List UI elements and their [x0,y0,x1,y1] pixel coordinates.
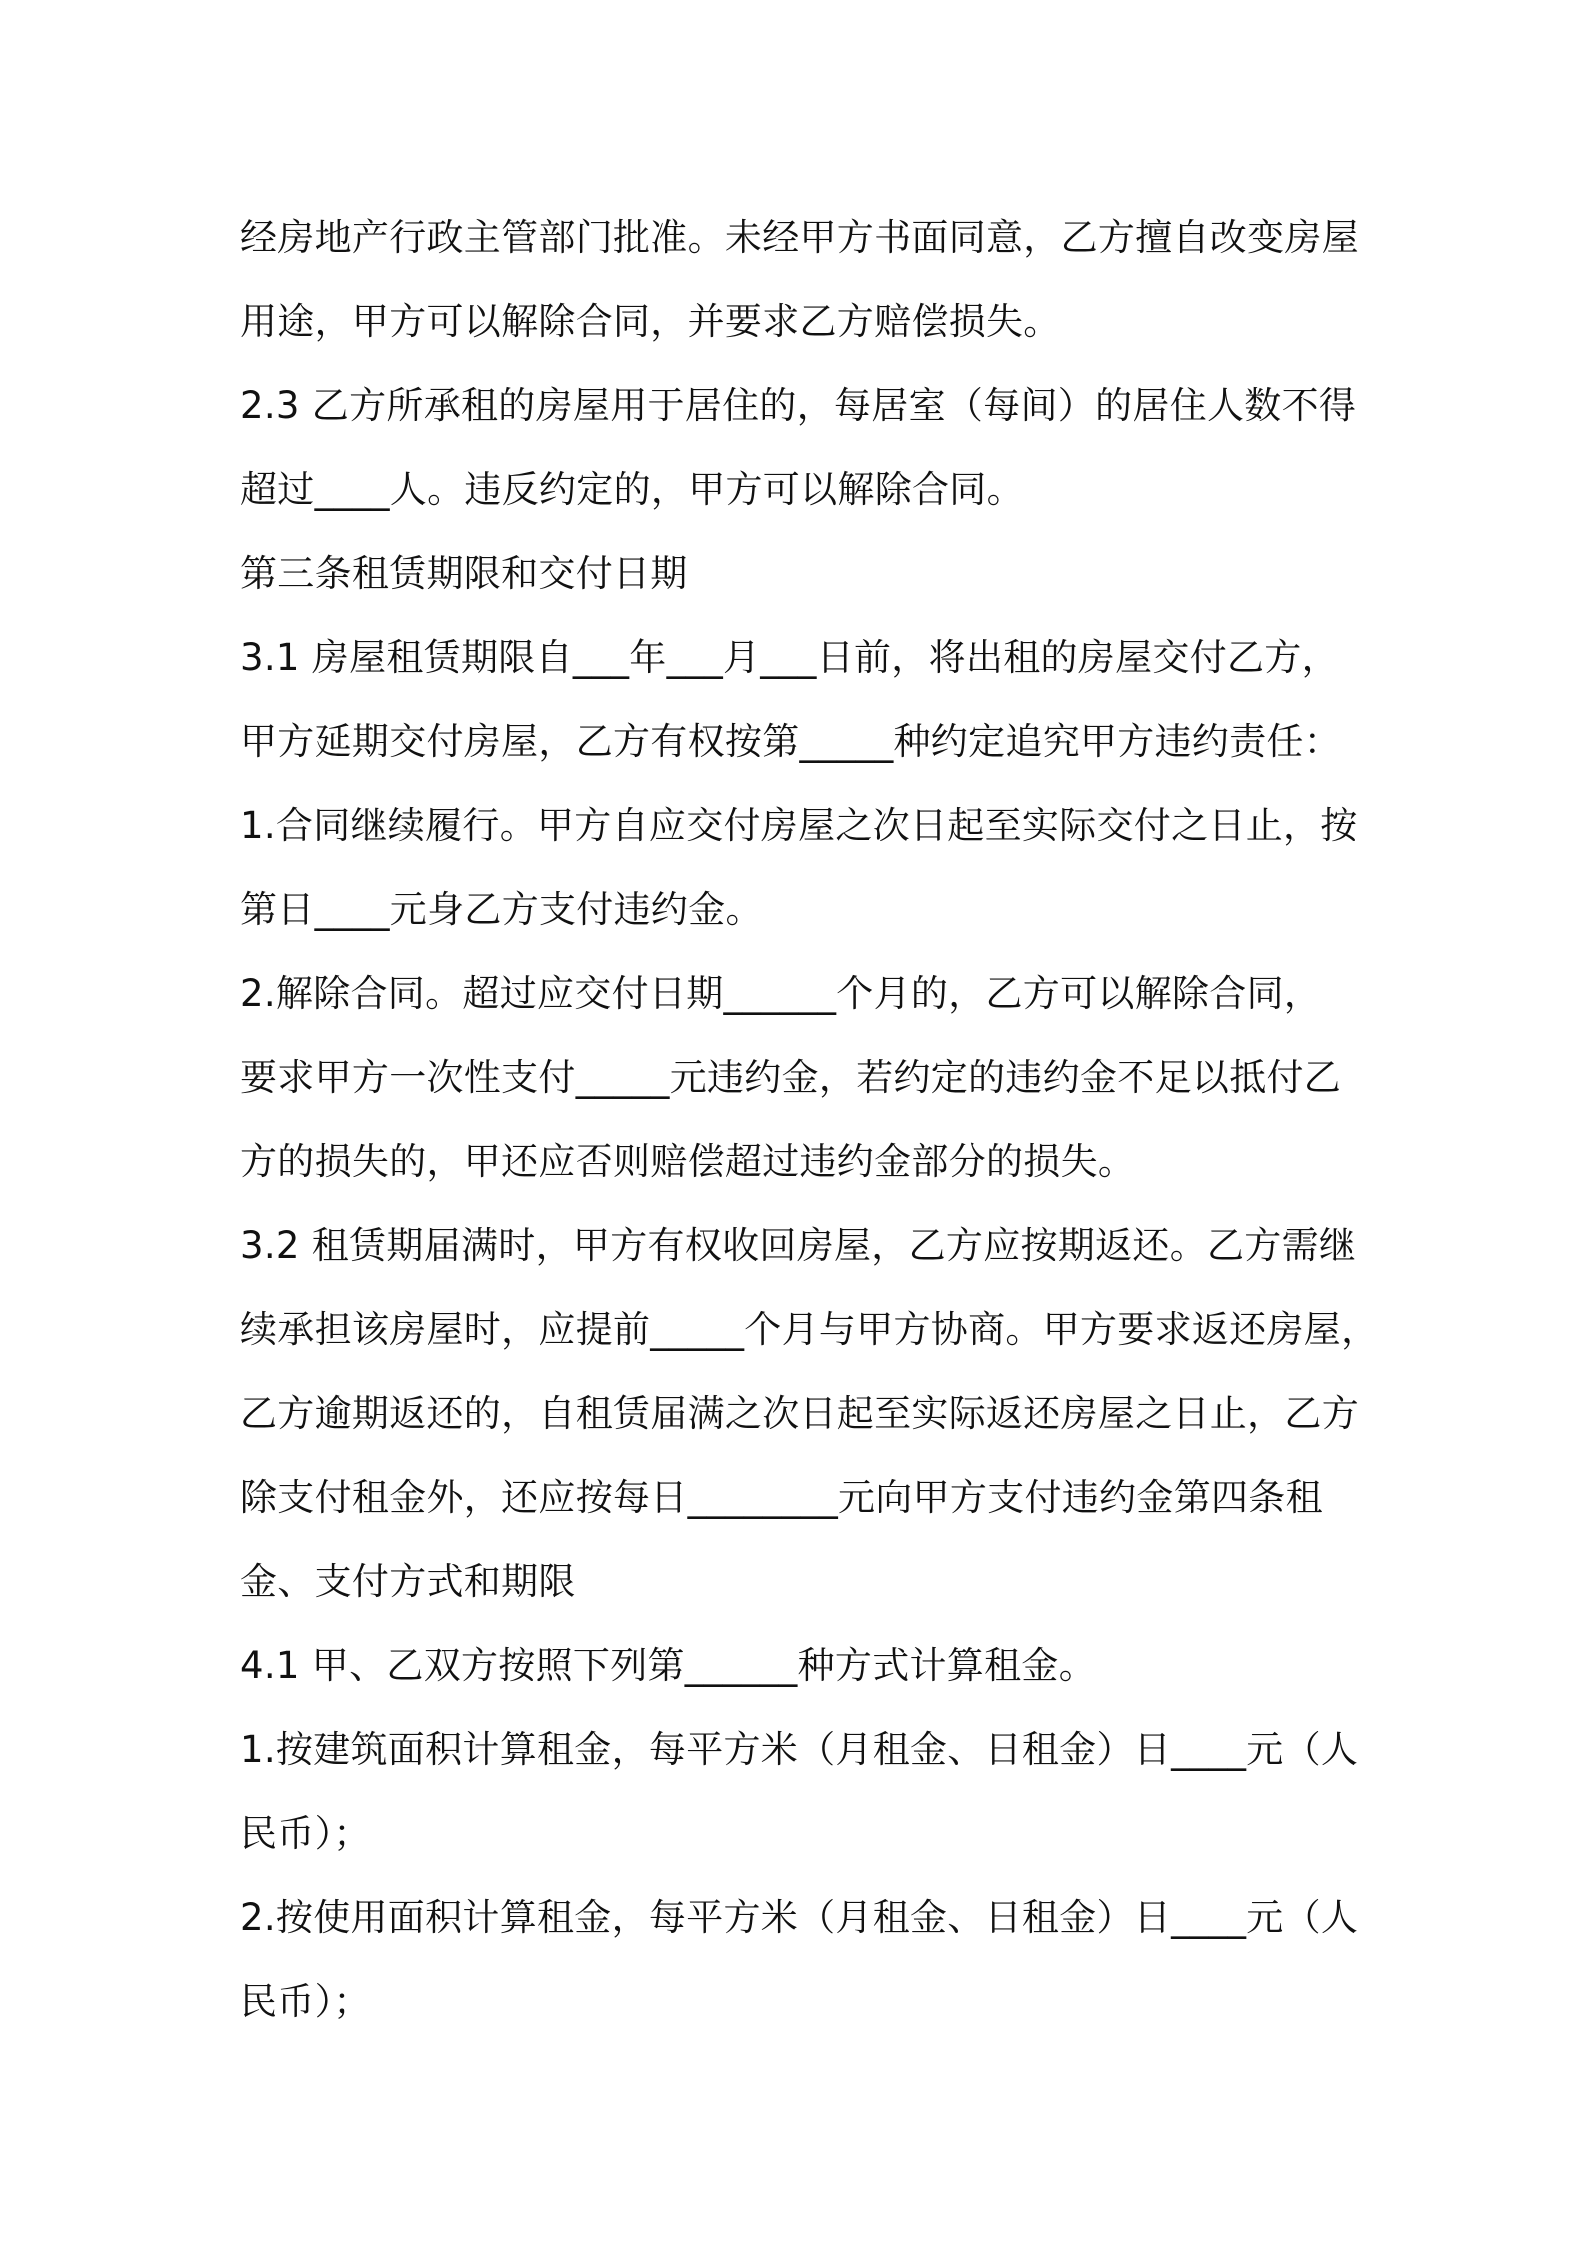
text-line: 第日____元身乙方支付违约金。 [240,888,763,931]
text-line: 方的损失的，甲还应否则赔偿超过违约金部分的损失。 [240,1140,1136,1183]
text-line: 2.按使用面积计算租金，每平方米（月租金、日租金）日____元（人 [240,1896,1359,1939]
text-line: 超过____人。违反约定的，甲方可以解除合同。 [240,468,1024,511]
text-line: 民币）； [240,1812,371,1855]
section-heading: 第三条租赁期限和交付日期 [240,552,688,595]
text-line: 要求甲方一次性支付_____元违约金，若约定的违约金不足以抵付乙 [240,1056,1342,1099]
text-line: 2.3 乙方所承租的房屋用于居住的，每居室（每间）的居住人数不得 [240,384,1357,427]
text-line: 除支付租金外，还应按每日________元向甲方支付违约金第四条租 [240,1476,1323,1519]
text-line: 1.合同继续履行。甲方自应交付房屋之次日起至实际交付之日止，按 [240,804,1358,847]
text-line: 甲方延期交付房屋，乙方有权按第_____种约定追究甲方违约责任： [240,720,1342,763]
text-line: 民币）； [240,1980,371,2023]
text-line: 续承担该房屋时，应提前_____个月与甲方协商。甲方要求返还房屋， [240,1308,1379,1351]
text-line: 4.1 甲、乙双方按照下列第______种方式计算租金。 [240,1644,1097,1687]
text-line: 金、支付方式和期限 [240,1560,576,1603]
document-body [240,196,1379,2044]
text-line: 2.解除合同。超过应交付日期______个月的，乙方可以解除合同， [240,972,1322,1015]
text-line: 3.2 租赁期届满时，甲方有权收回房屋，乙方应按期返还。乙方需继 [240,1224,1357,1267]
text-line: 用途，甲方可以解除合同，并要求乙方赔偿损失。 [240,300,1061,343]
text-line: 3.1 房屋租赁期限自___年___月___日前，将出租的房屋交付乙方， [240,636,1339,679]
text-line: 1.按建筑面积计算租金，每平方米（月租金、日租金）日____元（人 [240,1728,1359,1771]
text-line: 乙方逾期返还的，自租赁届满之次日起至实际返还房屋之日止，乙方 [240,1392,1359,1435]
text-line: 经房地产行政主管部门批准。未经甲方书面同意，乙方擅自改变房屋 [240,216,1359,259]
